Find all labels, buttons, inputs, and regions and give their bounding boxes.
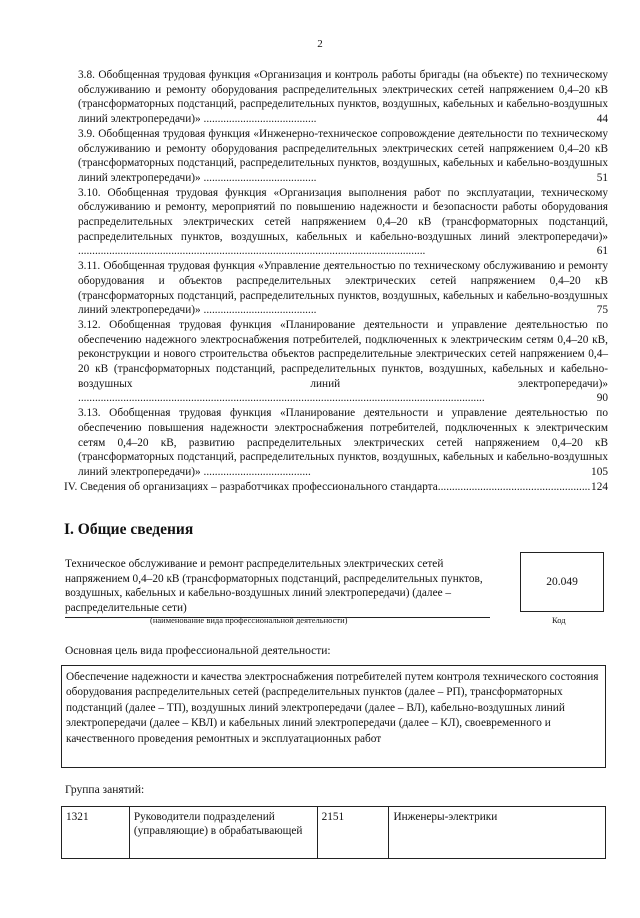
table-row: [62, 807, 606, 859]
toc-entry-page: 105: [591, 465, 608, 478]
toc-leader-dots: [438, 480, 591, 495]
goal-label: Основная цель вида профессиональной деятельности:: [65, 645, 331, 657]
activity-code-caption: Код: [552, 615, 566, 625]
toc-entry-text: 3.10. Обобщенная трудовая функция «Организация выполнения работ по эксплуатации, техническому обслуживанию и ремонту, мероприятий по повышению надежности и безопасности работы оборудования распределительных электрических сетей напряжением 0,4–20 кВ (трансформаторных подстанций, распределительных пунктов, воздушных, кабельных и кабельно-воздушных линий электропередачи)»: [78, 186, 608, 243]
toc-entry-text: 3.13. Обобщенная трудовая функция «Планирование деятельности и управление деятельностью по обеспечению повышения надежности электроснабжения потребителей, подключенных к электрическим сетям 0,4–20 кВ, развитию распределительных электрических сетей напряжением 0,4–20 кВ (трансформаторных подстанций, распределительных пунктов, воздушных, кабельных и кабельно-воздушных линий электропередачи)»: [78, 407, 608, 478]
toc-entry-text: 3.11. Обобщенная трудовая функция «Управление деятельностью по техническому обслуживанию и ремонту оборудования и объектов распределительных электрических сетей напряжением 0,4–20 кВ (трансформаторных подстанций, распределительных пунктов, воздушных, кабельных и кабельно-воздушных линий электропередачи)»: [78, 260, 608, 317]
toc-entry-page: 90: [596, 392, 608, 405]
occupation-group-table: [61, 806, 606, 859]
toc-entry-3-8[interactable]: 3.8. Обобщенная трудовая функция «Организация и контроль работы бригады (на объекте) по техническому обслуживанию и ремонту оборудования распределительных электрических сетей напряжением 0,4–20 кВ (трансформаторных подстанций, распределительных пунктов, воздушных, кабельных и кабельно-воздушных линий электропередачи)» ........................................ 44: [78, 69, 608, 126]
toc-entry-page: 61: [596, 245, 608, 258]
page-number: 2: [317, 38, 323, 50]
activity-name: Техническое обслуживание и ремонт распределительных электрических сетей напряжением 0,4–20 кВ (трансформаторных подстанций, распределительных пунктов, воздушных, кабельных и кабельно-воздушных линий электропередачи) (далее – распределительные сети): [65, 557, 490, 618]
activity-code: 20.049: [546, 576, 578, 588]
occupation-code-cell: 1321: [62, 807, 130, 859]
section-title: I. Общие сведения: [64, 521, 194, 538]
toc-entry-3-9[interactable]: 3.9. Обобщенная трудовая функция «Инженерно-техническое сопровождение деятельности по техническому обслуживанию и ремонту оборудования распределительных электрических сетей напряжением 0,4–20 кВ (трансформаторных подстанций, распределительных пунктов, воздушных, кабельных и кабельно-воздушных линий электропередачи)» ........................................ 51: [78, 127, 608, 184]
toc-entry-3-13[interactable]: 3.13. Обобщенная трудовая функция «Планирование деятельности и управление деятельностью по обеспечению повышения надежности электроснабжения потребителей, подключенных к электрическим сетям 0,4–20 кВ, развитию распределительных электрических сетей напряжением 0,4–20 кВ (трансформаторных подстанций, распределительных пунктов, воздушных, кабельных и кабельно-воздушных линий электропередачи)» ...................................... 105: [78, 407, 608, 478]
activity-name-caption: (наименование вида профессиональной деятельности): [150, 615, 348, 625]
goal-box: [61, 665, 606, 768]
toc-entry-section-iv[interactable]: [64, 480, 608, 495]
occupation-code-cell: 2151: [317, 807, 389, 859]
activity-code-box: [520, 552, 604, 612]
toc-entry-3-10[interactable]: 3.10. Обобщенная трудовая функция «Организация выполнения работ по эксплуатации, техническому обслуживанию и ремонту, мероприятий по повышению надежности и безопасности работы оборудования распределительных электрических сетей напряжением 0,4–20 кВ (трансформаторных подстанций, распределительных пунктов, воздушных, кабельных и кабельно-воздушных линий электропередачи)» ........................................................................................................................... 61: [78, 186, 608, 258]
toc-entry-3-11[interactable]: 3.11. Обобщенная трудовая функция «Управление деятельностью по техническому обслуживанию и ремонту оборудования и объектов распределительных электрических сетей напряжением 0,4–20 кВ (трансформаторных подстанций, распределительных пунктов, воздушных, кабельных и кабельно-воздушных линий электропередачи)» ........................................ 75: [78, 260, 608, 317]
toc-entry-text: 3.12. Обобщенная трудовая функция «Планирование деятельности и управление деятельностью по обеспечению надежного электроснабжения потребителей, подключенных к электрическим сетям 0,4–20 кВ, реконструкции и нового строительства объектов распределительные электрических сетей напряжением 0,4–20 кВ (трансформаторных подстанций, распределительных пунктов, воздушных, кабельных и кабельно-воздушных линий электропередачи)»: [78, 318, 608, 390]
toc-entry-page: 44: [596, 113, 608, 126]
occupation-group-label: Группа занятий:: [65, 784, 145, 796]
toc-entry-text: 3.8. Обобщенная трудовая функция «Организация и контроль работы бригады (на объекте) по техническому обслуживанию и ремонту оборудования распределительных электрических сетей напряжением 0,4–20 кВ (трансформаторных подстанций, распределительных пунктов, воздушных, кабельных и кабельно-воздушных линий электропередачи)»: [78, 69, 608, 126]
toc-entry-page: 124: [591, 480, 608, 493]
toc-entry-text: IV. Сведения об организациях – разработчиках профессионального стандарта: [64, 480, 438, 493]
occupation-name-cell: Инженеры-электрики: [389, 807, 606, 859]
toc-entry-3-12[interactable]: 3.12. Обобщенная трудовая функция «Планирование деятельности и управление деятельностью по обеспечению надежного электроснабжения потребителей, подключенных к электрическим сетям 0,4–20 кВ, реконструкции и нового строительства объектов распределительные электрических сетей напряжением 0,4–20 кВ (трансформаторных подстанций, распределительных пунктов, воздушных, кабельных и кабельно-воздушных линий электропередачи)» ................................................................................................................................................ 90: [78, 318, 608, 405]
goal-text: Обеспечение надежности и качества электроснабжения потребителей путем контроля технического состояния оборудования распределительных сетей (распределительных пунктов (далее – РП), трансформаторных подстанций (далее – ТП), воздушных линий электропередачи (далее – ВЛ), кабельно-воздушных линий электропередачи (далее – КВЛ) и кабельных линий электропередачи (далее – КЛ), своевременного и качественного проведения ремонтных и эксплуатационных работ: [66, 671, 599, 745]
toc-entry-text: 3.9. Обобщенная трудовая функция «Инженерно-техническое сопровождение деятельности по техническому обслуживанию и ремонту оборудования распределительных электрических сетей напряжением 0,4–20 кВ (трансформаторных подстанций, распределительных пунктов, воздушных, кабельных и кабельно-воздушных линий электропередачи)»: [78, 127, 608, 184]
table-of-contents: [64, 68, 608, 494]
toc-entry-page: 51: [596, 171, 608, 184]
toc-entry-page: 75: [596, 304, 608, 317]
occupation-name-cell: Руководители подразделений (управляющие) в обрабатывающей: [129, 807, 317, 859]
